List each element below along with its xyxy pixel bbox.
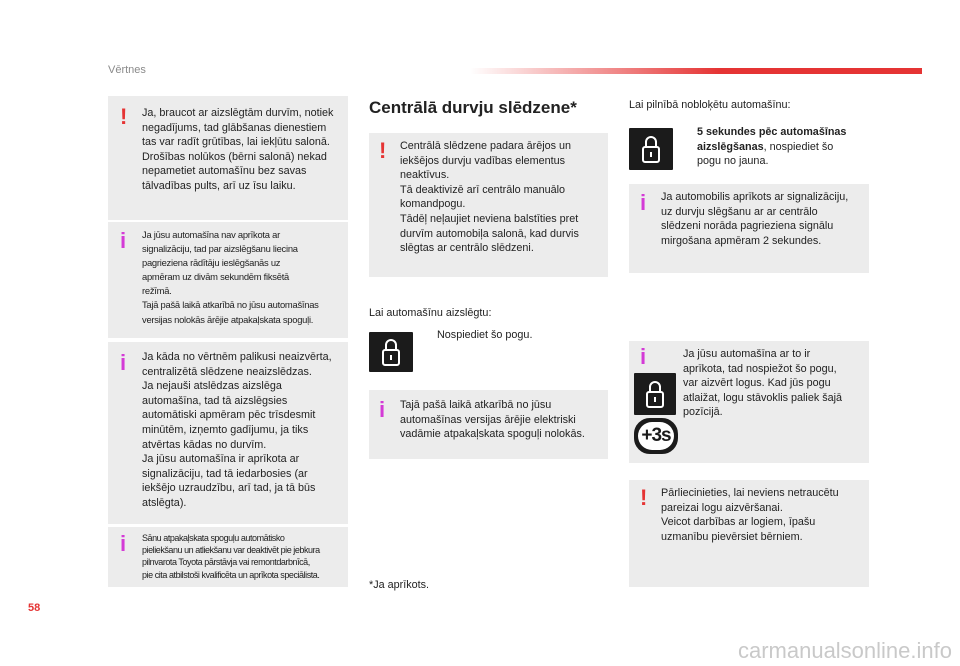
text-line: iekšējo uzraudzību, arī tad, ja tā būs bbox=[142, 482, 316, 495]
text-line: nepametiet automašīnu bez savas bbox=[142, 165, 307, 178]
text-line: durvīm automobiļa salonā, kad durvis bbox=[400, 227, 579, 240]
lock-icon bbox=[634, 373, 676, 415]
warning-icon: ! bbox=[379, 138, 387, 163]
section-title: Centrālā durvju slēdzene* bbox=[369, 98, 577, 117]
text-line: komandpogu. bbox=[400, 198, 466, 211]
text-line: pagrieziena rādītāju ieslēgšanās uz bbox=[142, 257, 281, 269]
lock-step bbox=[421, 328, 532, 343]
info-box-mirror-fold bbox=[369, 390, 608, 459]
text-line: automātiski apmēram pēc trīsdesmit bbox=[142, 409, 316, 422]
text-line: Centrālā slēdzene padara ārējos un bbox=[400, 140, 572, 152]
text-line: signalizāciju, tad par aizslēgšanu liecina bbox=[142, 243, 298, 255]
info-box-mirrors bbox=[108, 527, 348, 587]
step-bold-2: aizslēgšanas bbox=[697, 140, 764, 153]
text-line: atslēgta). bbox=[142, 496, 187, 509]
step-bold-1: 5 sekundes pēc automašīnas bbox=[697, 126, 847, 138]
deadlock-step bbox=[681, 125, 871, 169]
text-line: Tajā pašā laikā atkarībā no jūsu bbox=[400, 399, 552, 411]
text-line: aprīkota, tad nospiežot šo pogu, bbox=[683, 362, 837, 375]
text-line: negadījums, tad glābšanas dienestiem bbox=[142, 121, 327, 134]
lock-button-icon bbox=[369, 332, 413, 372]
info-box-window-close bbox=[629, 341, 869, 463]
info-icon: i bbox=[120, 228, 127, 253]
text-line: automašīnas versijas ārējie elektriski bbox=[400, 413, 576, 426]
text-line: neaktīvus. bbox=[400, 169, 450, 182]
badge-text: +3s bbox=[638, 422, 674, 450]
text-line: iekšējos durvju vadības elementus bbox=[400, 154, 566, 167]
text-line: tālvadības pults, arī uz īsu laiku. bbox=[142, 179, 296, 192]
deadlock-button-icon bbox=[629, 128, 673, 170]
text-line: automašīna, tad tā aizslēgsies bbox=[142, 394, 288, 407]
text-line: signalizāciju, tad tā iedarbosies (ar bbox=[142, 467, 308, 480]
text-line: uzmanību pievērsiet bērniem. bbox=[661, 530, 803, 543]
text-line: Ja nejauši atslēdzas aizslēga bbox=[142, 380, 282, 393]
text-line: versijas nolokās ārējie atpakaļskata spoguļi. bbox=[142, 313, 314, 325]
text-line: Ja kāda no vērtnēm palikusi neaizvērta, bbox=[142, 351, 332, 363]
text-line: uz durvju slēgšanu ar ar centrālo bbox=[661, 205, 818, 218]
plus-3s-badge bbox=[634, 418, 678, 454]
text-line: Ja jūsu automašīna nav aprīkota ar bbox=[142, 229, 280, 240]
text-line: mirgošana apmēram 2 sekundes. bbox=[661, 234, 822, 247]
info-icon: i bbox=[379, 397, 386, 422]
text-line: minūtēm, izņemto gadījumu, ja tiks bbox=[142, 423, 309, 436]
text-line: centralizētā slēdzene neaizslēdzas. bbox=[142, 365, 312, 378]
warning-icon: ! bbox=[640, 485, 648, 510]
watermark: carmanualsonline.info bbox=[737, 638, 952, 663]
info-icon: i bbox=[640, 190, 647, 215]
text-line: Ja jūsu automašīna ir aprīkota ar bbox=[142, 453, 300, 466]
warning-icon: ! bbox=[120, 104, 128, 129]
info-box-no-alarm bbox=[108, 222, 348, 338]
text-line: Tajā pašā laikā atkarībā no jūsu automašīnas bbox=[142, 299, 319, 311]
text-line: slēdzeni norāda pagrieziena signālu bbox=[661, 220, 834, 233]
text-line: Ja jūsu automašīna ar to ir bbox=[683, 348, 811, 360]
lock-icon bbox=[369, 332, 413, 372]
page-number: 58 bbox=[28, 602, 41, 614]
info-icon: i bbox=[120, 531, 127, 556]
lock-intro: Lai automašīnu aizslēgtu: bbox=[369, 307, 492, 319]
lock-icon bbox=[629, 128, 673, 170]
warning-box-locked-doors bbox=[108, 96, 348, 220]
text-line: pareizai logu aizvēršanai. bbox=[661, 501, 783, 514]
footnote: *Ja aprīkots. bbox=[369, 579, 430, 591]
text-line: var aizvērt logus. Kad jūs pogu bbox=[683, 377, 831, 390]
text-line: režīmā. bbox=[142, 285, 172, 297]
text-line: slēgtas ar centrālo slēdzeni. bbox=[400, 242, 534, 255]
deadlock-intro: Lai pilnībā nobloķētu automašīnu: bbox=[629, 99, 791, 111]
info-icon: i bbox=[640, 344, 647, 369]
text-line: pieliekšanu un atliekšanu var deaktivēt pie jebkura bbox=[142, 545, 320, 556]
info-box-open-door bbox=[108, 342, 348, 524]
text-line: Veicot darbības ar logiem, īpašu bbox=[661, 516, 816, 529]
text-line: Tādēļ neļaujiet neviena balstīties pret bbox=[400, 212, 579, 225]
text-line: Sānu atpakaļskata spoguļu automātisko bbox=[142, 533, 285, 543]
info-icon: i bbox=[120, 350, 127, 375]
step-rest-1: , nospiediet šo bbox=[763, 140, 834, 153]
text-line: Pārliecinieties, lai neviens netraucētu bbox=[661, 487, 839, 499]
warning-box-central-lock bbox=[369, 133, 608, 277]
text-line: atvērtas kādas no durvīm. bbox=[142, 438, 267, 451]
text-line: pie cita atbilstoši kvalificēta un aprīkota speciālista. bbox=[142, 569, 320, 580]
text-line: Tā deaktivizē arī centrālo manuālo bbox=[400, 183, 566, 196]
text-line: apmēram uz divām sekundēm fiksētā bbox=[142, 271, 290, 283]
text-line: vadāmie atpakaļskata spoguļi nolokās. bbox=[400, 428, 585, 441]
info-box-alarm-signal bbox=[629, 184, 869, 273]
step-rest-2: pogu no jauna. bbox=[697, 155, 769, 168]
header-accent-bar bbox=[470, 68, 922, 74]
section-header: Vērtnes bbox=[108, 64, 146, 76]
text-line: Drošības nolūkos (bērni salonā) nekad bbox=[142, 150, 327, 163]
lock-step-text: Nospiediet šo pogu. bbox=[437, 329, 533, 341]
text-line: pilnvarota Toyota pārstāvja vai remontdarbnīcā, bbox=[142, 557, 310, 568]
text-line: Ja, braucot ar aizslēgtām durvīm, notiek bbox=[142, 107, 334, 119]
text-line: Ja automobilis aprīkots ar signalizāciju, bbox=[661, 191, 849, 203]
warning-box-windows bbox=[629, 480, 869, 587]
lock-button-icon bbox=[634, 373, 676, 415]
text-line: pozīcijā. bbox=[683, 406, 723, 419]
text-line: tas var radīt grūtības, lai iekļūtu salonā. bbox=[142, 136, 330, 149]
text-line: atlaižat, logu stāvoklis paliek šajā bbox=[683, 391, 843, 404]
